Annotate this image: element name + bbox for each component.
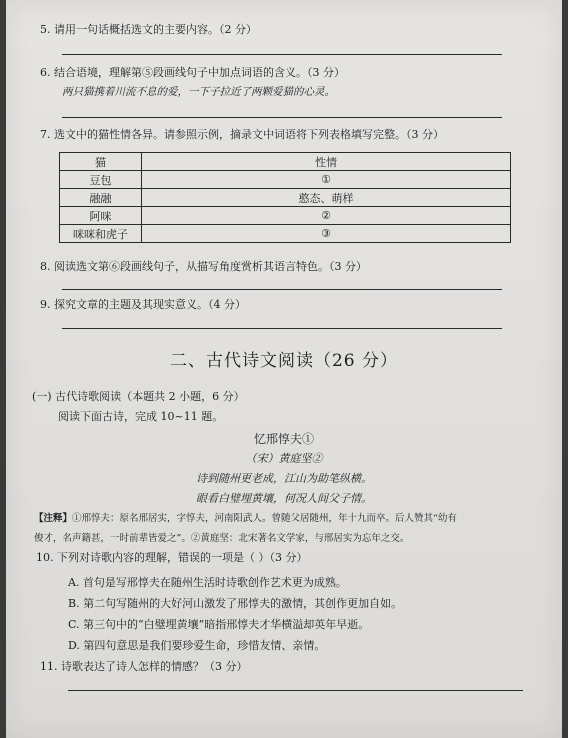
table-cell-cat: 阿咪 — [60, 207, 142, 225]
option-c: C. 第三句中的“白璧埋黄壤”暗指邢惇夫才华横溢却英年早逝。 — [68, 618, 370, 631]
poem-line-1: 诗到随州更老成，江山为助笔纵横。 — [196, 472, 372, 485]
answer-line-q9 — [62, 328, 502, 329]
exam-paper — [6, 0, 562, 738]
question-11: 11. 诗歌表达了诗人怎样的情感？（3 分） — [40, 660, 248, 673]
answer-line-q5 — [62, 54, 502, 55]
answer-line-q6 — [62, 117, 502, 118]
personality-table — [59, 152, 511, 243]
poem-author: （宋）黄庭坚② — [245, 452, 323, 465]
table-cell-personality: ① — [142, 171, 511, 189]
table-cell-personality: ③ — [142, 225, 511, 243]
annotation-label: 【注释】 — [34, 513, 73, 524]
question-10: 10. 下列对诗歌内容的理解，错误的一项是（ ）（3 分） — [36, 551, 308, 564]
table-cell-personality: 憨态、萌样 — [142, 189, 511, 207]
question-6: 6. 结合语境，理解第⑤段画线句子中加点词语的含义。（3 分） — [40, 66, 345, 79]
question-6-sentence: 两只猫携着川流不息的爱，一下子拉近了两颗爱猫的心灵。 — [62, 86, 335, 98]
reading-instruction: 阅读下面古诗，完成 10~11 题。 — [58, 410, 224, 423]
question-7: 7. 选文中的猫性情各异。请参照示例，摘录文中词语将下列表格填写完整。（3 分） — [40, 128, 444, 141]
poem-line-2: 眼看白璧埋黄壤，何况人间父子情。 — [196, 492, 372, 505]
answer-line-q11 — [68, 690, 523, 691]
table-row — [60, 171, 511, 189]
question-9: 9. 探究文章的主题及其现实意义。（4 分） — [40, 298, 246, 311]
answer-line-q8 — [62, 289, 502, 290]
table-header-personality: 性情 — [142, 153, 511, 171]
table-cell-personality: ② — [142, 207, 511, 225]
question-5: 5. 请用一句话概括选文的主要内容。（2 分） — [40, 23, 257, 36]
table-cell-cat: 豆包 — [60, 171, 142, 189]
poem-title: 忆邢惇夫① — [253, 432, 314, 446]
annotation-text-1: ①邢惇夫：原名邢居实，字惇夫，河南阳武人。曾随父居随州，年十九而卒。后人赞其“幼有 — [72, 513, 457, 524]
table-header-row — [60, 153, 511, 171]
table-row — [60, 225, 511, 243]
table-cell-cat: 融融 — [60, 189, 142, 207]
section-title: 二、古代诗文阅读（26 分） — [169, 351, 399, 371]
annotation-line-1 — [34, 510, 457, 528]
table-cell-cat: 咪咪和虎子 — [60, 225, 142, 243]
part-heading: (一) 古代诗歌阅读（本题共 2 小题，6 分） — [32, 390, 245, 403]
option-b: B. 第二句写随州的大好河山激发了邢惇夫的激情，其创作更加自如。 — [68, 597, 403, 610]
table-row — [60, 189, 511, 207]
annotation-line-2: 俊才，名声籍甚，一时前辈皆爱之”。②黄庭坚：北宋著名文学家，与邢居实为忘年之交。 — [34, 533, 410, 544]
option-d: D. 第四句意思是我们要珍爱生命，珍惜友情、亲情。 — [68, 639, 326, 652]
table-header-cat: 猫 — [60, 153, 142, 171]
question-8: 8. 阅读选文第⑥段画线句子，从描写角度赏析其语言特色。（3 分） — [40, 260, 367, 273]
table-row — [60, 207, 511, 225]
option-a: A. 首句是写邢惇夫在随州生活时诗歌创作艺术更为成熟。 — [68, 576, 347, 589]
